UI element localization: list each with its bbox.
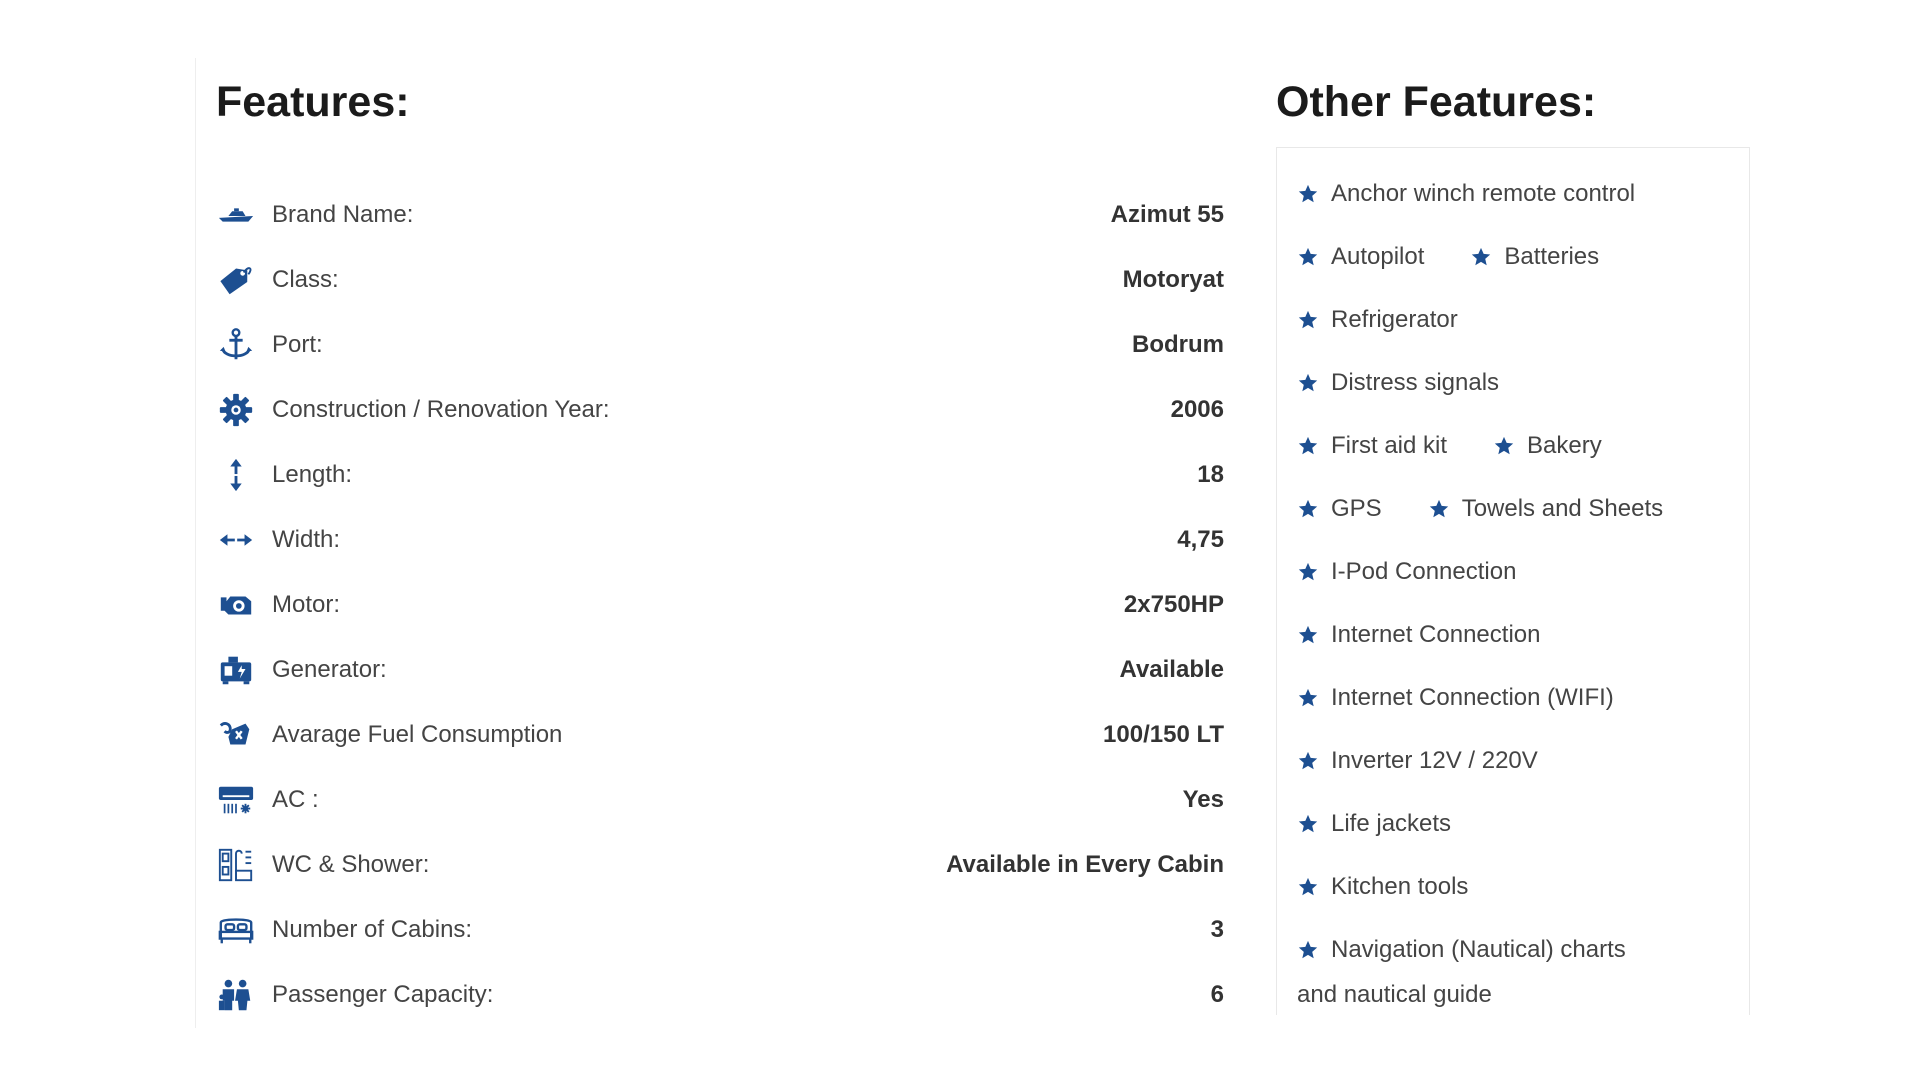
vertical-arrows-icon <box>216 455 256 495</box>
feature-row <box>216 962 1224 1027</box>
other-features-line <box>1297 225 1729 288</box>
other-feature-label: Life jackets <box>1331 809 1452 837</box>
feature-value: 3 <box>1210 915 1224 943</box>
feature-row <box>216 507 1224 572</box>
other-features-line <box>1297 288 1729 351</box>
yacht-icon <box>216 195 256 235</box>
star-icon <box>1297 876 1319 898</box>
feature-label: Port: <box>272 330 323 358</box>
other-feature-label: Towels and Sheets <box>1461 494 1664 522</box>
star-icon <box>1297 372 1319 394</box>
bed-icon <box>216 910 256 950</box>
other-feature-label: Kitchen tools <box>1331 872 1469 900</box>
other-features-line <box>1297 918 1729 981</box>
other-features-line <box>1297 792 1729 855</box>
other-feature-label: Navigation (Nautical) charts <box>1331 935 1626 963</box>
other-feature-item <box>1297 495 1382 523</box>
air-conditioner-icon <box>216 780 256 820</box>
other-features-title: Other Features: <box>1276 78 1597 126</box>
other-features-line <box>1297 351 1729 414</box>
motor-icon <box>216 585 256 625</box>
other-feature-label: Bakery <box>1527 431 1602 459</box>
star-icon <box>1297 624 1319 646</box>
feature-row <box>216 897 1224 962</box>
other-features-line <box>1297 477 1729 540</box>
feature-value: Azimut 55 <box>1110 200 1224 228</box>
features-divider <box>195 58 196 1028</box>
features-list <box>216 182 1224 1027</box>
feature-value: Yes <box>1182 785 1224 813</box>
other-feature-label: GPS <box>1331 494 1382 522</box>
other-feature-label: Internet Connection (WIFI) <box>1331 683 1614 711</box>
other-features-section <box>1276 70 1750 1015</box>
star-icon <box>1297 309 1319 331</box>
other-feature-item <box>1297 873 1468 901</box>
feature-value: Available <box>1119 655 1224 683</box>
star-icon <box>1297 939 1319 961</box>
star-icon <box>1428 498 1450 520</box>
feature-row <box>216 312 1224 377</box>
other-feature-continuation: and nautical guide <box>1297 981 1492 1008</box>
other-features-line <box>1297 603 1729 666</box>
feature-value: Motoryat <box>1122 265 1224 293</box>
star-icon <box>1297 246 1319 268</box>
other-feature-item <box>1297 432 1447 460</box>
feature-label: Generator: <box>272 655 387 683</box>
features-title: Features: <box>216 78 410 126</box>
feature-label: Class: <box>272 265 339 293</box>
feature-label: Width: <box>272 525 341 553</box>
feature-label: WC & Shower: <box>272 850 430 878</box>
feature-label: Brand Name: <box>272 200 414 228</box>
other-feature-label: Refrigerator <box>1331 305 1458 333</box>
star-icon <box>1297 561 1319 583</box>
star-icon <box>1297 813 1319 835</box>
other-feature-label: Batteries <box>1504 242 1600 270</box>
other-features-line <box>1297 855 1729 918</box>
other-feature-label: Autopilot <box>1331 242 1425 270</box>
other-feature-item <box>1470 243 1599 271</box>
people-icon <box>216 975 256 1015</box>
feature-row <box>216 767 1224 832</box>
other-feature-item <box>1428 495 1663 523</box>
horizontal-arrows-icon <box>216 520 256 560</box>
other-feature-item <box>1297 243 1424 271</box>
other-features-line <box>1297 729 1729 792</box>
other-features-line <box>1297 666 1729 729</box>
shower-icon <box>216 845 256 885</box>
other-feature-item <box>1297 369 1499 397</box>
feature-value: 100/150 LT <box>1103 720 1224 748</box>
feature-label: Number of Cabins: <box>272 915 473 943</box>
other-feature-item <box>1297 936 1626 964</box>
feature-label: Motor: <box>272 590 341 618</box>
star-icon <box>1297 498 1319 520</box>
feature-row <box>216 832 1224 897</box>
feature-value: 4,75 <box>1177 525 1224 553</box>
star-icon <box>1297 750 1319 772</box>
other-feature-item <box>1297 810 1451 838</box>
feature-row <box>216 247 1224 312</box>
feature-row <box>216 442 1224 507</box>
star-icon <box>1470 246 1492 268</box>
feature-value: 2006 <box>1170 395 1224 423</box>
other-feature-item <box>1493 432 1602 460</box>
other-feature-item <box>1297 747 1538 775</box>
star-icon <box>1297 687 1319 709</box>
gear-icon <box>216 390 256 430</box>
feature-value: Available in Every Cabin <box>946 850 1224 878</box>
feature-row <box>216 182 1224 247</box>
other-feature-item <box>1297 306 1458 334</box>
other-features-line <box>1297 540 1729 603</box>
other-feature-item <box>1297 180 1635 208</box>
other-feature-label: First aid kit <box>1331 431 1448 459</box>
feature-row <box>216 572 1224 637</box>
star-icon <box>1493 435 1515 457</box>
feature-label: Length: <box>272 460 353 488</box>
feature-row <box>216 377 1224 442</box>
other-feature-item <box>1297 558 1516 586</box>
other-feature-label: Distress signals <box>1331 368 1500 396</box>
feature-value: 2x750HP <box>1123 590 1224 618</box>
features-section <box>216 70 1224 1027</box>
other-feature-label: Internet Connection <box>1331 620 1541 648</box>
feature-value: 18 <box>1197 460 1224 488</box>
fuel-icon <box>216 715 256 755</box>
feature-label: Avarage Fuel Consumption <box>272 720 563 748</box>
other-feature-item <box>1297 621 1540 649</box>
feature-row <box>216 702 1224 767</box>
other-features-box <box>1276 147 1750 1015</box>
star-icon <box>1297 183 1319 205</box>
feature-label: Construction / Renovation Year: <box>272 395 610 423</box>
other-feature-label: Inverter 12V / 220V <box>1331 746 1538 774</box>
generator-icon <box>216 650 256 690</box>
feature-label: Passenger Capacity: <box>272 980 494 1008</box>
other-feature-label: I-Pod Connection <box>1331 557 1517 585</box>
other-feature-label: Anchor winch remote control <box>1331 179 1636 207</box>
other-feature-item <box>1297 684 1614 712</box>
star-icon <box>1297 435 1319 457</box>
other-features-line <box>1297 162 1729 225</box>
feature-label: AC : <box>272 785 319 813</box>
tag-icon <box>216 260 256 300</box>
anchor-icon <box>216 325 256 365</box>
feature-row <box>216 637 1224 702</box>
feature-value: Bodrum <box>1132 330 1224 358</box>
other-features-line <box>1297 414 1729 477</box>
feature-value: 6 <box>1210 980 1224 1008</box>
